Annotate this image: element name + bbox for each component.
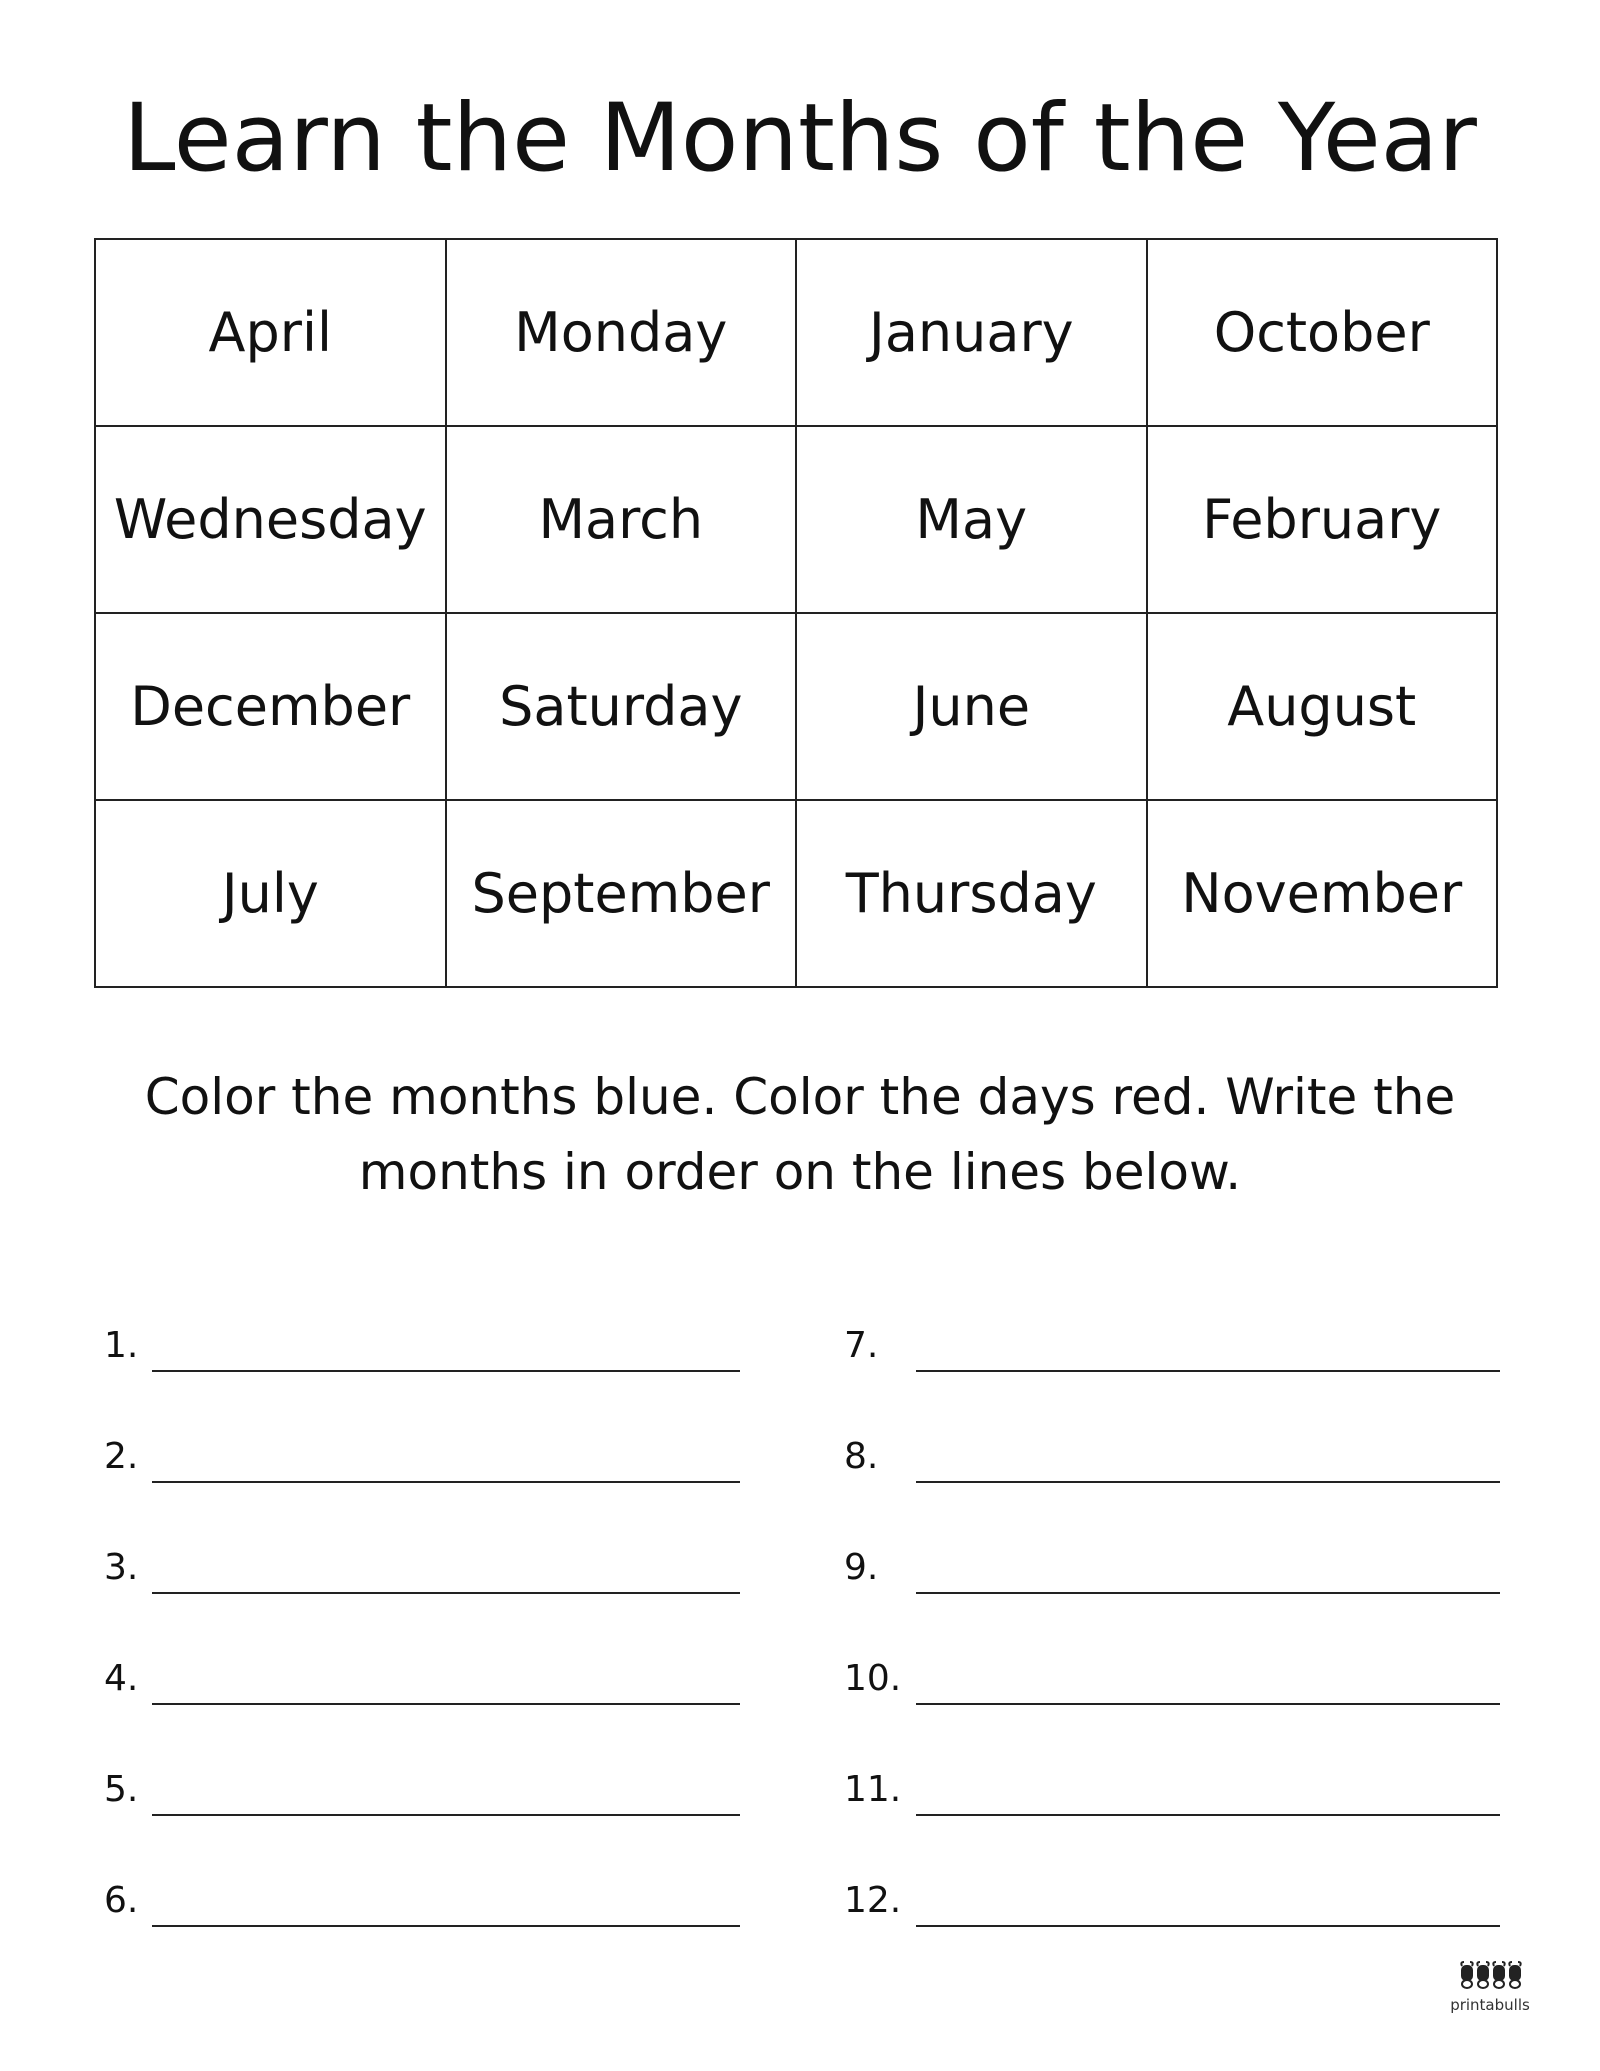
line-number: 12. — [844, 1880, 902, 1921]
answer-lines-right — [844, 1312, 1500, 1932]
line-number: 3. — [104, 1547, 139, 1588]
write-line[interactable] — [916, 1592, 1500, 1594]
grid-cell[interactable]: November — [1147, 800, 1498, 987]
word-grid — [94, 238, 1498, 988]
line-number: 7. — [844, 1325, 879, 1366]
grid-cell[interactable]: April — [95, 239, 446, 426]
write-line[interactable] — [916, 1814, 1500, 1816]
grid-cell[interactable]: September — [446, 800, 797, 987]
grid-cell[interactable]: July — [95, 800, 446, 987]
answer-line-item — [104, 1312, 740, 1372]
line-number: 10. — [844, 1658, 902, 1699]
grid-cell[interactable]: March — [446, 426, 797, 613]
line-number: 8. — [844, 1436, 879, 1477]
write-line[interactable] — [916, 1370, 1500, 1372]
grid-cell[interactable]: Wednesday — [95, 426, 446, 613]
brand-name: printabulls — [1450, 1996, 1530, 2014]
grid-cell[interactable]: October — [1147, 239, 1498, 426]
grid-cell[interactable]: December — [95, 613, 446, 800]
instructions: Color the months blue. Color the days red. Write the months in order on the lines below. — [144, 1068, 1456, 1201]
line-number: 4. — [104, 1658, 139, 1699]
write-line[interactable] — [152, 1481, 740, 1483]
grid-cell[interactable]: Thursday — [796, 800, 1147, 987]
line-number: 1. — [104, 1325, 139, 1366]
answer-line-item — [104, 1534, 740, 1594]
answer-line-item — [104, 1867, 740, 1927]
answer-line-item — [104, 1645, 740, 1705]
write-line[interactable] — [152, 1592, 740, 1594]
write-line[interactable] — [152, 1925, 740, 1927]
write-line[interactable] — [916, 1925, 1500, 1927]
answer-line-item — [844, 1756, 1500, 1816]
grid-cell[interactable]: Saturday — [446, 613, 797, 800]
grid-row — [95, 239, 1497, 426]
write-line[interactable] — [916, 1703, 1500, 1705]
bulls-logo-icon — [1458, 1960, 1522, 1994]
answer-line-item — [844, 1645, 1500, 1705]
grid-cell[interactable]: January — [796, 239, 1147, 426]
grid-cell[interactable]: June — [796, 613, 1147, 800]
answer-line-item — [104, 1756, 740, 1816]
answer-line-item — [844, 1867, 1500, 1927]
answer-line-item — [844, 1312, 1500, 1372]
grid-cell[interactable]: May — [796, 426, 1147, 613]
grid-cell[interactable]: Monday — [446, 239, 797, 426]
line-number: 11. — [844, 1769, 902, 1810]
write-line[interactable] — [152, 1703, 740, 1705]
answer-line-item — [844, 1423, 1500, 1483]
brand-logo — [1440, 1960, 1540, 2020]
grid-cell[interactable]: August — [1147, 613, 1498, 800]
answer-line-item — [844, 1534, 1500, 1594]
grid-row — [95, 613, 1497, 800]
answer-lines-left — [104, 1312, 740, 1932]
write-line[interactable] — [916, 1481, 1500, 1483]
line-number: 2. — [104, 1436, 139, 1477]
line-number: 6. — [104, 1880, 139, 1921]
line-number: 5. — [104, 1769, 139, 1810]
write-line[interactable] — [152, 1370, 740, 1372]
answer-line-item — [104, 1423, 740, 1483]
grid-cell[interactable]: February — [1147, 426, 1498, 613]
grid-row — [95, 426, 1497, 613]
line-number: 9. — [844, 1547, 879, 1588]
page-title: Learn the Months of the Year — [123, 84, 1477, 193]
write-line[interactable] — [152, 1814, 740, 1816]
grid-row — [95, 800, 1497, 987]
